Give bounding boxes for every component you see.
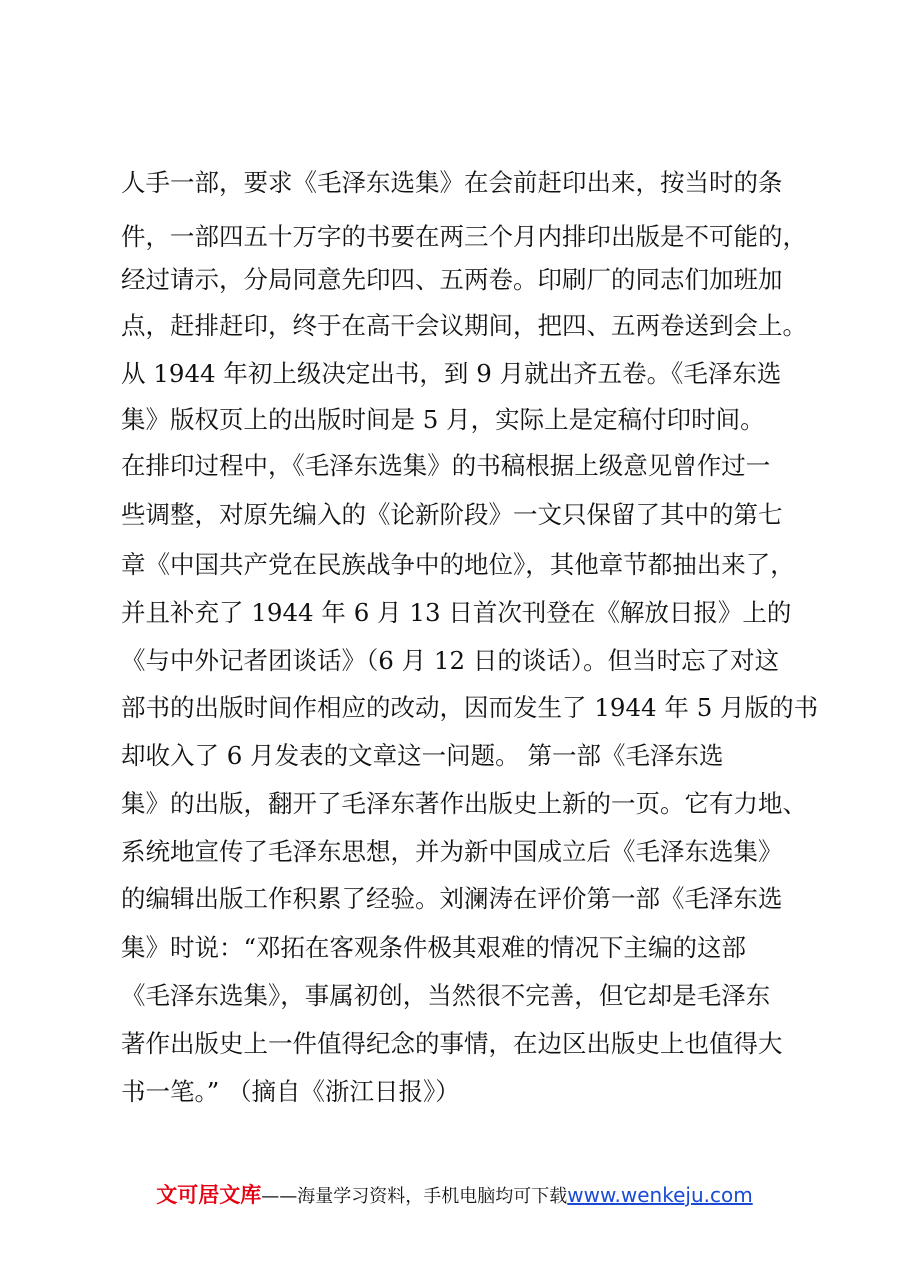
body-line: 著作出版史上一件值得纪念的事情，在边区出版史上也值得大	[121, 1029, 783, 1058]
footer-slogan: ——海量学习资料，手机电脑均可下载	[261, 1186, 568, 1207]
body-line: 点，赶排赶印，终于在高干会议期间，把四、五两卷送到会上。	[121, 311, 807, 340]
brand-name: 文可居文库	[156, 1183, 262, 1207]
body-line: 件，一部四五十万字的书要在两三个月内排印出版是不可能的，	[121, 222, 807, 251]
body-line: 部书的出版时间作相应的改动，因而发生了 1944 年 5 月版的书	[121, 693, 819, 722]
body-line: 集》时说：“邓拓在客观条件极其艰难的情况下主编的这部	[121, 933, 747, 962]
body-line: 集》的出版，翻开了毛泽东著作出版史上新的一页。它有力地、	[121, 789, 807, 818]
footer-banner	[0, 1180, 909, 1212]
body-line: 《毛泽东选集》，事属初创，当然很不完善，但它却是毛泽东	[121, 981, 771, 1010]
body-line: 却收入了 6 月发表的文章这一问题。 第一部《毛泽东选	[121, 741, 724, 770]
body-line: 集》版权页上的出版时间是 5 月，实际上是定稿付印时间。	[121, 405, 765, 434]
body-line: 经过请示，分局同意先印四、五两卷。印刷厂的同志们加班加	[121, 265, 783, 294]
body-line: 章《中国共产党在民族战争中的地位》，其他章节都抽出来了，	[121, 550, 795, 579]
body-line: 并且补充了 1944 年 6 月 13 日首次刊登在《解放日报》上的	[121, 598, 792, 627]
body-line: 些调整，对原先编入的《论新阶段》一文只保留了其中的第七	[121, 500, 783, 529]
body-line: 在排印过程中，《毛泽东选集》的书稿根据上级意见曾作过一	[121, 451, 771, 480]
body-line: 书一笔。” （摘自《浙江日报》）	[121, 1077, 460, 1106]
body-line: 系统地宣传了毛泽东思想，并为新中国成立后《毛泽东选集》	[121, 837, 783, 866]
body-line: 的编辑出版工作积累了经验。刘澜涛在评价第一部《毛泽东选	[121, 884, 783, 913]
body-line: 从 1944 年初上级决定出书，到 9 月就出齐五卷。《毛泽东选	[121, 359, 782, 388]
site-link[interactable]: www.wenkeju.com	[567, 1183, 753, 1207]
body-line: 人手一部，要求《毛泽东选集》在会前赶印出来，按当时的条	[121, 168, 783, 197]
body-line: 《与中外记者团谈话》（6 月 12 日的谈话）。但当时忘了对这	[121, 646, 780, 675]
